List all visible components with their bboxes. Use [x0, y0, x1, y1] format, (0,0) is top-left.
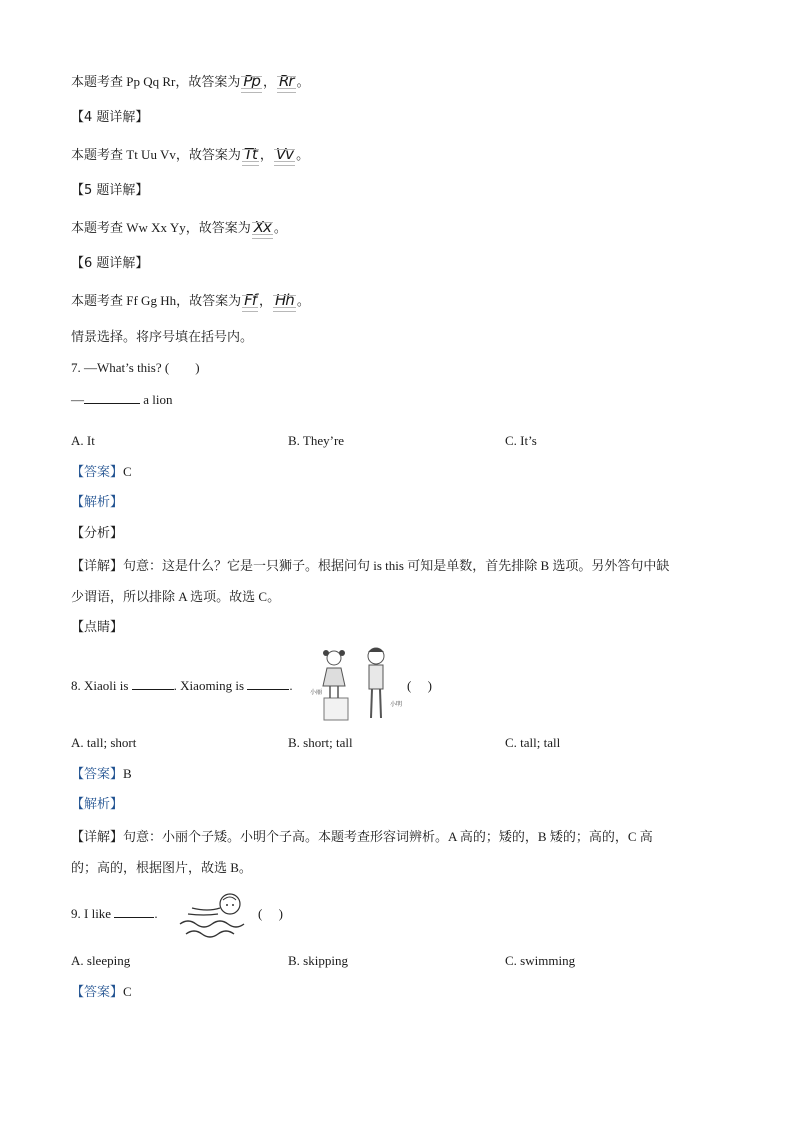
handwritten-answer: Pp [241, 72, 262, 94]
q8-option-a[interactable]: A. tall; short [71, 735, 137, 750]
q7-option-b[interactable]: B. They’re [288, 433, 345, 448]
q8-paren[interactable]: ( ) [407, 678, 432, 693]
q8-detail-line1: 【详解】句意：小丽个子矮。小明个子高。本题考查形容词辨析。A 高的；矮的，B 矮的；高的，C 高 [71, 829, 653, 845]
q8-option-b[interactable]: B. short; tall [288, 735, 353, 750]
q9-paren[interactable]: ( ) [258, 906, 283, 921]
q9-option-b[interactable]: B. skipping [288, 953, 348, 968]
answer-blank[interactable] [132, 677, 174, 690]
q7-question: 7. —What’s this? ( ) [71, 360, 200, 375]
xiaoli-xiaoming-picture [308, 644, 408, 724]
q9-answer: 【答案】C [71, 984, 132, 1000]
q7-fenxi-tag: 【分析】 [71, 526, 124, 541]
q7-option-a[interactable]: A. It [71, 433, 95, 448]
answer-blank[interactable] [84, 391, 140, 404]
q7-answer: 【答案】C [71, 464, 132, 480]
q5-heading: 【5 题详解】 [71, 183, 149, 198]
girl-label: 小丽 [310, 690, 323, 696]
q4-explanation: 本题考查 Tt Uu Vv，故答案为 Tt ， Vv 。 [71, 145, 309, 167]
q5-explanation: 本题考查 Ww Xx Yy，故答案为 Xx 。 [71, 218, 287, 240]
q8-answer: 【答案】B [71, 766, 132, 782]
q9-question: 9. I like . [71, 906, 158, 921]
q6-explanation: 本题考查 Ff Gg Hh，故答案为 Ff ， Hh 。 [71, 291, 310, 313]
q9-option-c[interactable]: C. swimming [505, 953, 576, 968]
handwritten-answer: Tt [242, 145, 259, 167]
handwritten-answer: Vv [274, 145, 295, 167]
section-instruction: 情景选择。将序号填在括号内。 [71, 329, 254, 344]
handwritten-answer: Hh [273, 291, 296, 313]
q6-heading: 【6 题详解】 [71, 256, 149, 271]
q7-dianjing-tag: 【点睛】 [71, 620, 124, 635]
q8-detail-line2: 的；高的，根据图片，故选 B。 [71, 860, 252, 875]
swimming-picture [178, 888, 250, 940]
answer-blank[interactable] [114, 905, 154, 918]
handwritten-answer: Xx [252, 218, 273, 240]
handwritten-answer: Rr [277, 72, 296, 94]
q8-analysis-tag: 【解析】 [71, 797, 124, 812]
q4-heading: 【4 题详解】 [71, 110, 149, 125]
q7-option-c[interactable]: C. It’s [505, 433, 537, 448]
q7-reply: — a lion [71, 392, 173, 407]
q8-option-c[interactable]: C. tall; tall [505, 735, 561, 750]
q7-detail-line2: 少谓语，所以排除 A 选项。故选 C。 [71, 589, 281, 604]
q7-detail-line1: 【详解】句意：这是什么？它是一只狮子。根据问句 is this 可知是单数，首先排除 B 选项。另外答句中缺 [71, 558, 670, 574]
girl-head [327, 651, 341, 665]
boy-label: 小明 [390, 702, 403, 708]
q9-option-a[interactable]: A. sleeping [71, 953, 131, 968]
q8-question: 8. Xiaoli is . Xiaoming is . [71, 678, 293, 693]
q7-analysis-tag: 【解析】 [71, 495, 124, 510]
q3-explanation: 本题考查 Pp Qq Rr，故答案为 Pp ， Rr 。 [71, 72, 310, 94]
handwritten-answer: Ff [242, 291, 258, 313]
answer-blank[interactable] [247, 677, 289, 690]
